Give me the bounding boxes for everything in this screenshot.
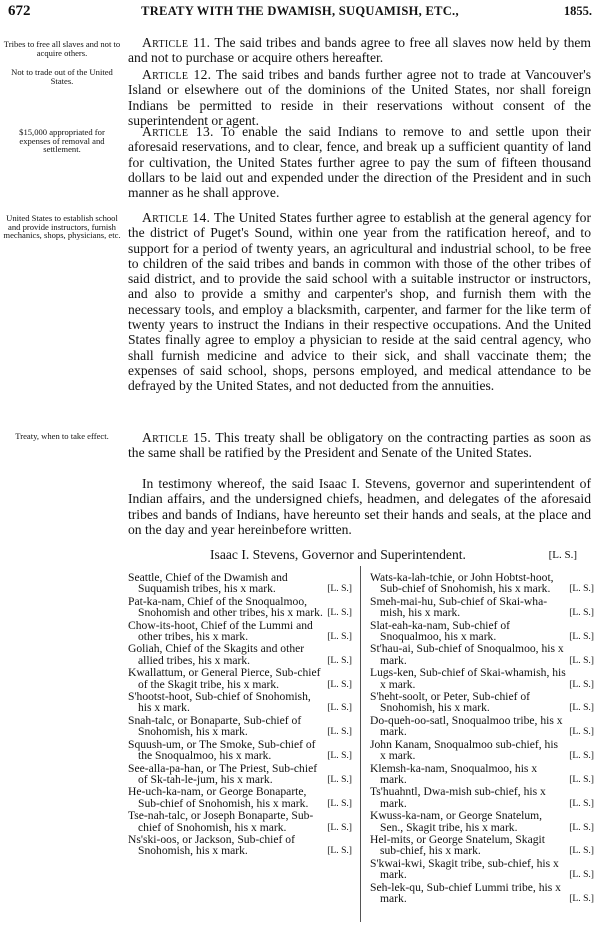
seal-mark: [L. S.] bbox=[327, 797, 352, 809]
article-11 bbox=[128, 35, 591, 66]
article-12 bbox=[128, 67, 591, 128]
signature-entry bbox=[128, 763, 352, 786]
signatory-name: S'heht-soolt, or Peter, Sub-chief of Snohomish, his x mark. bbox=[370, 690, 531, 715]
signature-entry bbox=[128, 810, 352, 833]
seal-mark: [L. S.] bbox=[569, 654, 594, 666]
page-number: 672 bbox=[8, 3, 31, 19]
seal-mark: [L. S.] bbox=[569, 678, 594, 690]
article-13 bbox=[128, 124, 591, 200]
seal-mark: [L. S.] bbox=[569, 726, 594, 738]
signature-entry bbox=[128, 715, 352, 738]
seal-mark: [L. S.] bbox=[569, 797, 594, 809]
signatory-name: Kwuss-ka-nam, or George Snatelum, Sen., Skagit tribe, his x mark. bbox=[370, 809, 543, 834]
seal-mark: [L. S.] bbox=[327, 773, 352, 785]
signature-entry bbox=[370, 620, 594, 643]
signature-entry bbox=[128, 620, 352, 643]
signatory-name: Lugs-ken, Sub-chief of Skai-whamish, his x mark. bbox=[370, 666, 566, 691]
seal-mark: [L. S.] bbox=[327, 607, 352, 619]
signatory-name: Ns'ski-oos, or Jackson, Sub-chief of Snohomish, his x mark. bbox=[128, 832, 295, 858]
signature-entry bbox=[370, 882, 594, 905]
signatory-name: Chow-its-hoot, Chief of the Lummi and other tribes, his x mark. bbox=[128, 618, 313, 644]
signature-entry bbox=[370, 691, 594, 714]
seal-mark: [L. S.] bbox=[327, 583, 352, 595]
signatory-name: Goliah, Chief of the Skagits and other allied tribes, his x mark. bbox=[128, 642, 305, 667]
signature-entry bbox=[370, 810, 594, 833]
seal-mark: [L. S.] bbox=[327, 678, 352, 690]
article-14 bbox=[128, 210, 591, 394]
seal-mark: [L. S.] bbox=[327, 750, 352, 762]
seal-mark: [L. S.] bbox=[327, 845, 352, 857]
signature-entry bbox=[370, 786, 594, 809]
signature-entry bbox=[370, 667, 594, 690]
seal-mark: [L. S.] bbox=[569, 702, 594, 714]
governor-seal: [L. S.] bbox=[548, 549, 577, 561]
seal-mark: [L. S.] bbox=[327, 631, 352, 643]
signature-entry bbox=[370, 834, 594, 857]
signature-entry bbox=[128, 739, 352, 762]
signatures-left-column bbox=[128, 572, 352, 858]
article-label: Article 11. bbox=[142, 35, 211, 50]
article-text: To enable the said Indians to remove to and settle upon their aforesaid reservations, and to clear, fence, and break up a sufficient quantity of land for cultivation, the United States further agree to pay the sum of fifteen thousand dollars to be laid out and expended under the direction of the President and in such manner as he shall approve. bbox=[128, 124, 592, 201]
signatory-name: He-uch-ka-nam, or George Bonaparte, Sub-chief of Snohomish, his x mark. bbox=[128, 785, 309, 810]
article-label: Article 15. bbox=[142, 430, 212, 445]
signature-entry bbox=[370, 596, 594, 619]
signatory-name: Pat-ka-nam, Chief of the Snoqualmoo, Snohomish and other tribes, his x mark. bbox=[128, 594, 323, 620]
signature-entry bbox=[128, 572, 352, 595]
margin-note-school: United States to establish school and provide instructors, furnish mechanics, shops, physicians, etc. bbox=[3, 213, 121, 241]
margin-note-trade: Not to trade out of the United States. bbox=[11, 67, 113, 86]
margin-note-appropriation: $15,000 appropriated for expenses of removal and settlement. bbox=[19, 127, 105, 155]
seal-mark: [L. S.] bbox=[569, 869, 594, 881]
article-text: The said tribes and bands further agree not to trade at Vancouver's Island or elsewhere out of the dominions of the United States, nor shall foreign Indians be permitted to reside in their reservations without consent of the superintendent or agent. bbox=[128, 67, 592, 128]
signature-entry bbox=[370, 572, 594, 595]
seal-mark: [L. S.] bbox=[569, 892, 594, 904]
running-year: 1855. bbox=[563, 4, 592, 18]
signatory-name: Do-queh-oo-satl, Snoqualmoo tribe, his x mark. bbox=[370, 713, 563, 739]
signatory-name: John Kanam, Snoqualmoo sub-chief, his x mark. bbox=[370, 737, 559, 763]
page-header bbox=[8, 3, 592, 21]
article-label: Article 14. bbox=[142, 210, 211, 225]
signatory-name: Tse-nah-talc, or Joseph Bonaparte, Sub-chief of Snohomish, his x mark. bbox=[128, 809, 314, 834]
seal-mark: [L. S.] bbox=[569, 845, 594, 857]
column-divider bbox=[360, 566, 361, 922]
seal-mark: [L. S.] bbox=[327, 726, 352, 738]
seal-mark: [L. S.] bbox=[327, 821, 352, 833]
article-15 bbox=[128, 430, 591, 461]
signatory-name: S'hootst-hoot, Sub-chief of Snohomish, his x mark. bbox=[128, 690, 311, 715]
signatory-name: Kwallattum, or General Pierce, Sub-chief of the Skagit tribe, his x mark. bbox=[128, 666, 321, 691]
signatory-name: Klemsh-ka-nam, Snoqualmoo, his x mark. bbox=[370, 761, 538, 786]
signature-entry bbox=[128, 667, 352, 690]
signature-entry bbox=[128, 786, 352, 809]
seal-mark: [L. S.] bbox=[569, 773, 594, 785]
seal-mark: [L. S.] bbox=[569, 607, 594, 619]
running-title: TREATY WITH THE DWAMISH, SUQUAMISH, ETC., bbox=[141, 4, 459, 18]
article-text: The said tribes and bands agree to free all slaves now held by them and not to purchase or acquire others hereafter. bbox=[128, 35, 591, 66]
signatory-name: See-alla-pa-han, or The Priest, Sub-chief of Sk-tah-le-jum, his x mark. bbox=[128, 761, 318, 786]
signatory-name: Seh-lek-qu, Sub-chief Lummi tribe, his x mark. bbox=[370, 880, 561, 905]
seal-mark: [L. S.] bbox=[569, 750, 594, 762]
signature-entry bbox=[370, 643, 594, 666]
signatory-name: St'hau-ai, Sub-chief of Snoqualmoo, his x mark. bbox=[370, 642, 564, 667]
signature-entry bbox=[128, 691, 352, 714]
signature-entry bbox=[128, 643, 352, 666]
seal-mark: [L. S.] bbox=[569, 583, 594, 595]
signature-entry bbox=[370, 739, 594, 762]
seal-mark: [L. S.] bbox=[327, 654, 352, 666]
signature-entry bbox=[370, 858, 594, 881]
signatory-name: Slat-eah-ka-nam, Sub-chief of Snoqualmoo, his x mark. bbox=[370, 618, 511, 644]
governor-name: Isaac I. Stevens, Governor and Superintendent. bbox=[210, 547, 466, 562]
signatory-name: Squush-um, or The Smoke, Sub-chief of the Snoqualmoo, his x mark. bbox=[128, 737, 316, 763]
margin-note-effect: Treaty, when to take effect. bbox=[15, 431, 109, 441]
article-text: This treaty shall be obligatory on the contracting parties as soon as the same shall be ratified by the President and Senate of the United States. bbox=[128, 430, 592, 461]
seal-mark: [L. S.] bbox=[569, 821, 594, 833]
signatory-name: Ts'huahntl, Dwa-mish sub-chief, his x mark. bbox=[370, 785, 546, 810]
signatures-right-column bbox=[370, 572, 594, 905]
seal-mark: [L. S.] bbox=[327, 702, 352, 714]
signature-entry bbox=[370, 715, 594, 738]
seal-mark: [L. S.] bbox=[569, 631, 594, 643]
article-text: The United States further agree to establish at the general agency for the district of Puget's Sound, within one year from the ratification hereof, and to support for a period of twenty years, an agricultural and industrial school, to be free to children of the said tribes and bands in common with those of the other tribes of said district, and to provide the said school with a suitable instructor or instructors, and also to provide a smithy and carpenter's shop, and furnish them with the necessary tools, and employ a blacksmith, carpenter, and farmer for the like term of twenty years to instruct the Indians in their respective occupations. And the United States finally agree to employ a physician to reside at the said central agency, who shall furnish medicine and advice to their sick, and shall vaccinate them; the expenses of said school, shops, persons employed, and medical attendance to be defrayed by the United States, and not deducted from the annuities. bbox=[128, 210, 591, 394]
signature-entry bbox=[128, 834, 352, 857]
article-label: Article 12. bbox=[142, 67, 212, 82]
article-label: Article 13. bbox=[142, 124, 214, 139]
signatory-name: Smeh-mai-hu, Sub-chief of Skai-wha-mish, his x mark. bbox=[370, 594, 548, 620]
signature-entry bbox=[128, 596, 352, 619]
signatory-name: Snah-talc, or Bonaparte, Sub-chief of Snohomish, his x mark. bbox=[128, 713, 302, 739]
testimony-paragraph: In testimony whereof, the said Isaac I. Stevens, governor and superintendent of Indian affairs, and the undersigned chiefs, headmen, and delegates of the aforesaid tribes and bands of Indians, have hereunto set their hands and seals, at the place and on the day and year hereinbefore written. bbox=[128, 476, 591, 537]
signature-entry bbox=[370, 763, 594, 786]
signatory-name: Hel-mits, or George Snatelum, Skagit sub-chief, his x mark. bbox=[370, 832, 545, 858]
signatory-name: Wats-ka-lah-tchie, or John Hobtst-hoot, Sub-chief of Snohomish, his x mark. bbox=[370, 571, 554, 596]
signatory-name: Seattle, Chief of the Dwamish and Suquamish tribes, his x mark. bbox=[128, 571, 288, 596]
margin-note-slaves: Tribes to free all slaves and not to acquire others. bbox=[3, 39, 121, 58]
signatory-name: S'kwai-kwi, Skagit tribe, sub-chief, his x mark. bbox=[370, 856, 559, 882]
